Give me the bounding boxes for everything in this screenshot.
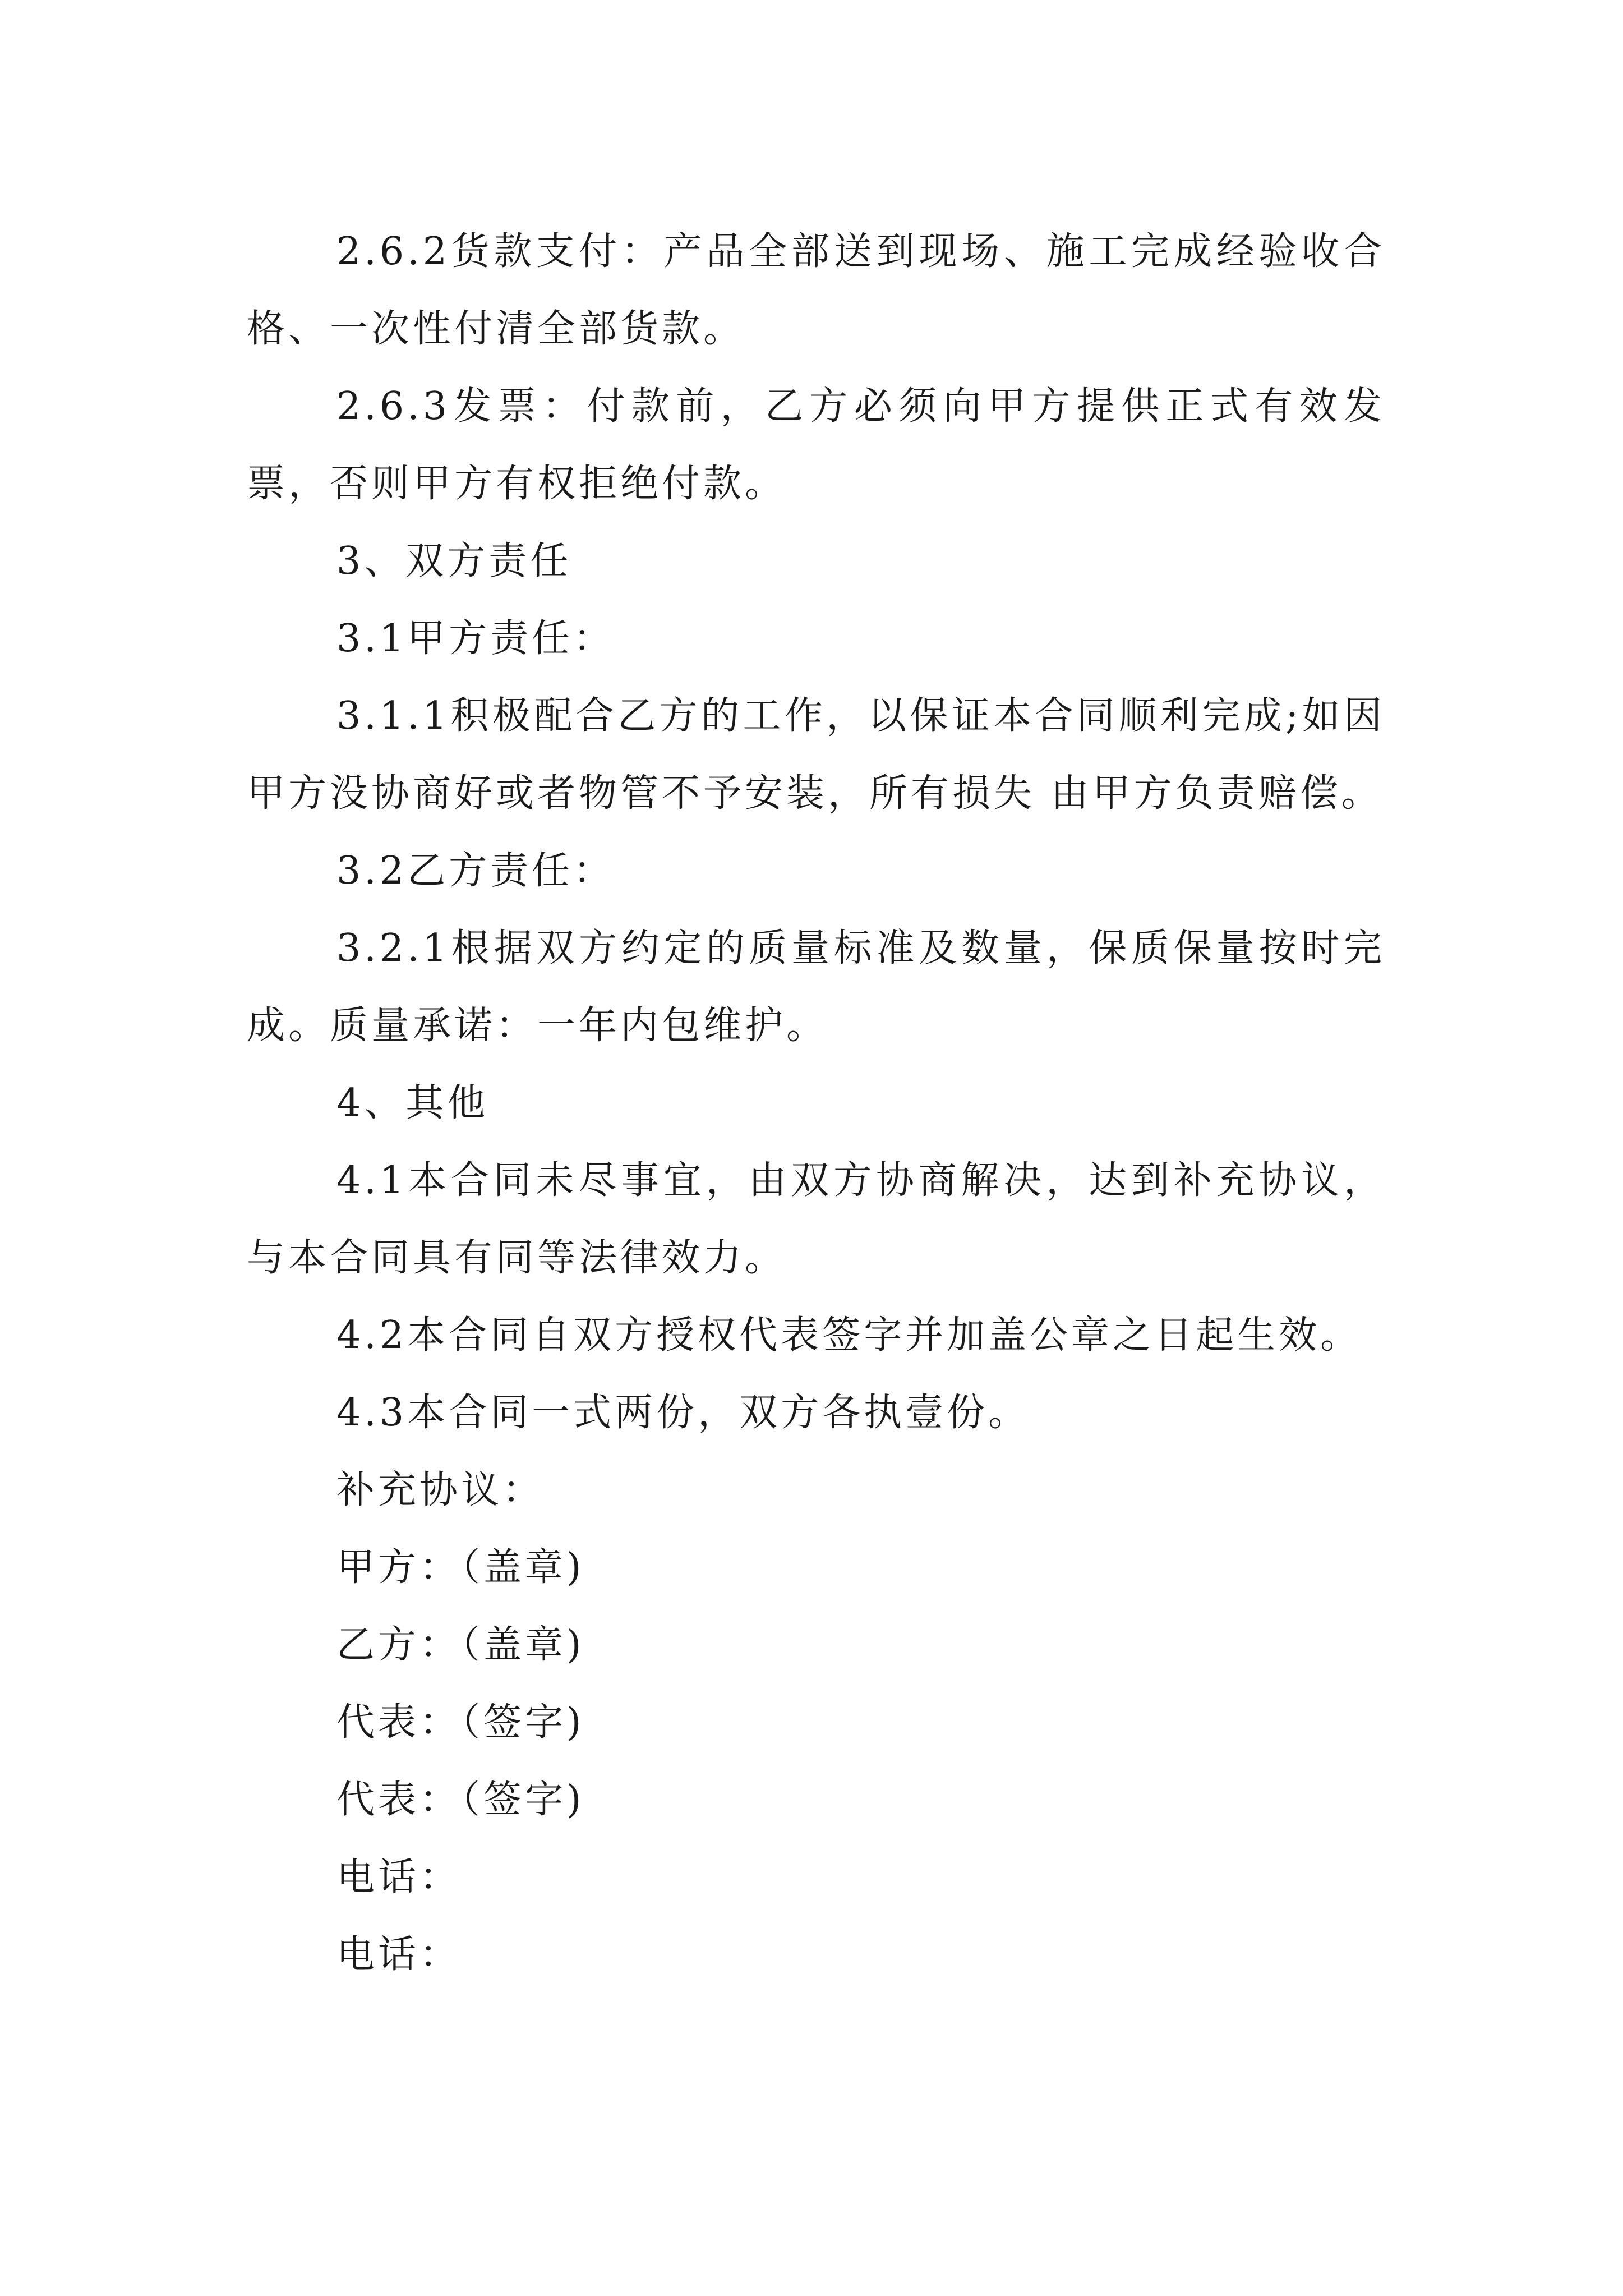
paragraph-4-2: 4.2本合同自双方授权代表签字并加盖公章之日起生效。 [336, 1313, 1362, 1358]
party-b-seal-line: 乙方：（盖章) [336, 1623, 585, 1667]
representative-signature-line-a: 代表：（签字) [336, 1700, 585, 1745]
paragraph-3-1-1: 3.1.1积极配合乙方的工作，以保证本合同顺利完成;如因甲方没协商好或者物管不予安装，所有损失 由甲方负责赔偿。 [247, 694, 1385, 816]
supplementary-agreement-label: 补充协议： [336, 1468, 545, 1512]
paragraph-2-6-2: 2.6.2货款支付：产品全部送到现场、施工完成经验收合格、一次性付清全部货款。 [247, 229, 1385, 351]
paragraph-4-3: 4.3本合同一式两份，双方各执壹份。 [336, 1391, 1030, 1435]
heading-section-3: 3、双方责任 [336, 539, 572, 583]
heading-3-2: 3.2乙方责任： [336, 849, 615, 893]
paragraph-2-6-3: 2.6.3发票：付款前，乙方必须向甲方提供正式有效发票，否则甲方有权拒绝付款。 [247, 384, 1385, 506]
heading-3-1: 3.1甲方责任： [336, 616, 615, 661]
document-body [247, 213, 1385, 1994]
representative-signature-line-b: 代表：（签字) [336, 1778, 585, 1822]
heading-section-4: 4、其他 [336, 1081, 489, 1125]
phone-line-b: 电话： [336, 1932, 462, 1977]
phone-line-a: 电话： [336, 1855, 462, 1899]
paragraph-3-2-1: 3.2.1根据双方约定的质量标准及数量，保质保量按时完成。质量承诺：一年内包维护。 [247, 926, 1385, 1048]
party-a-seal-line: 甲方：（盖章) [336, 1545, 585, 1590]
paragraph-4-1: 4.1本合同未尽事宜，由双方协商解决，达到补充协议，与本合同具有同等法律效力。 [247, 1158, 1385, 1280]
